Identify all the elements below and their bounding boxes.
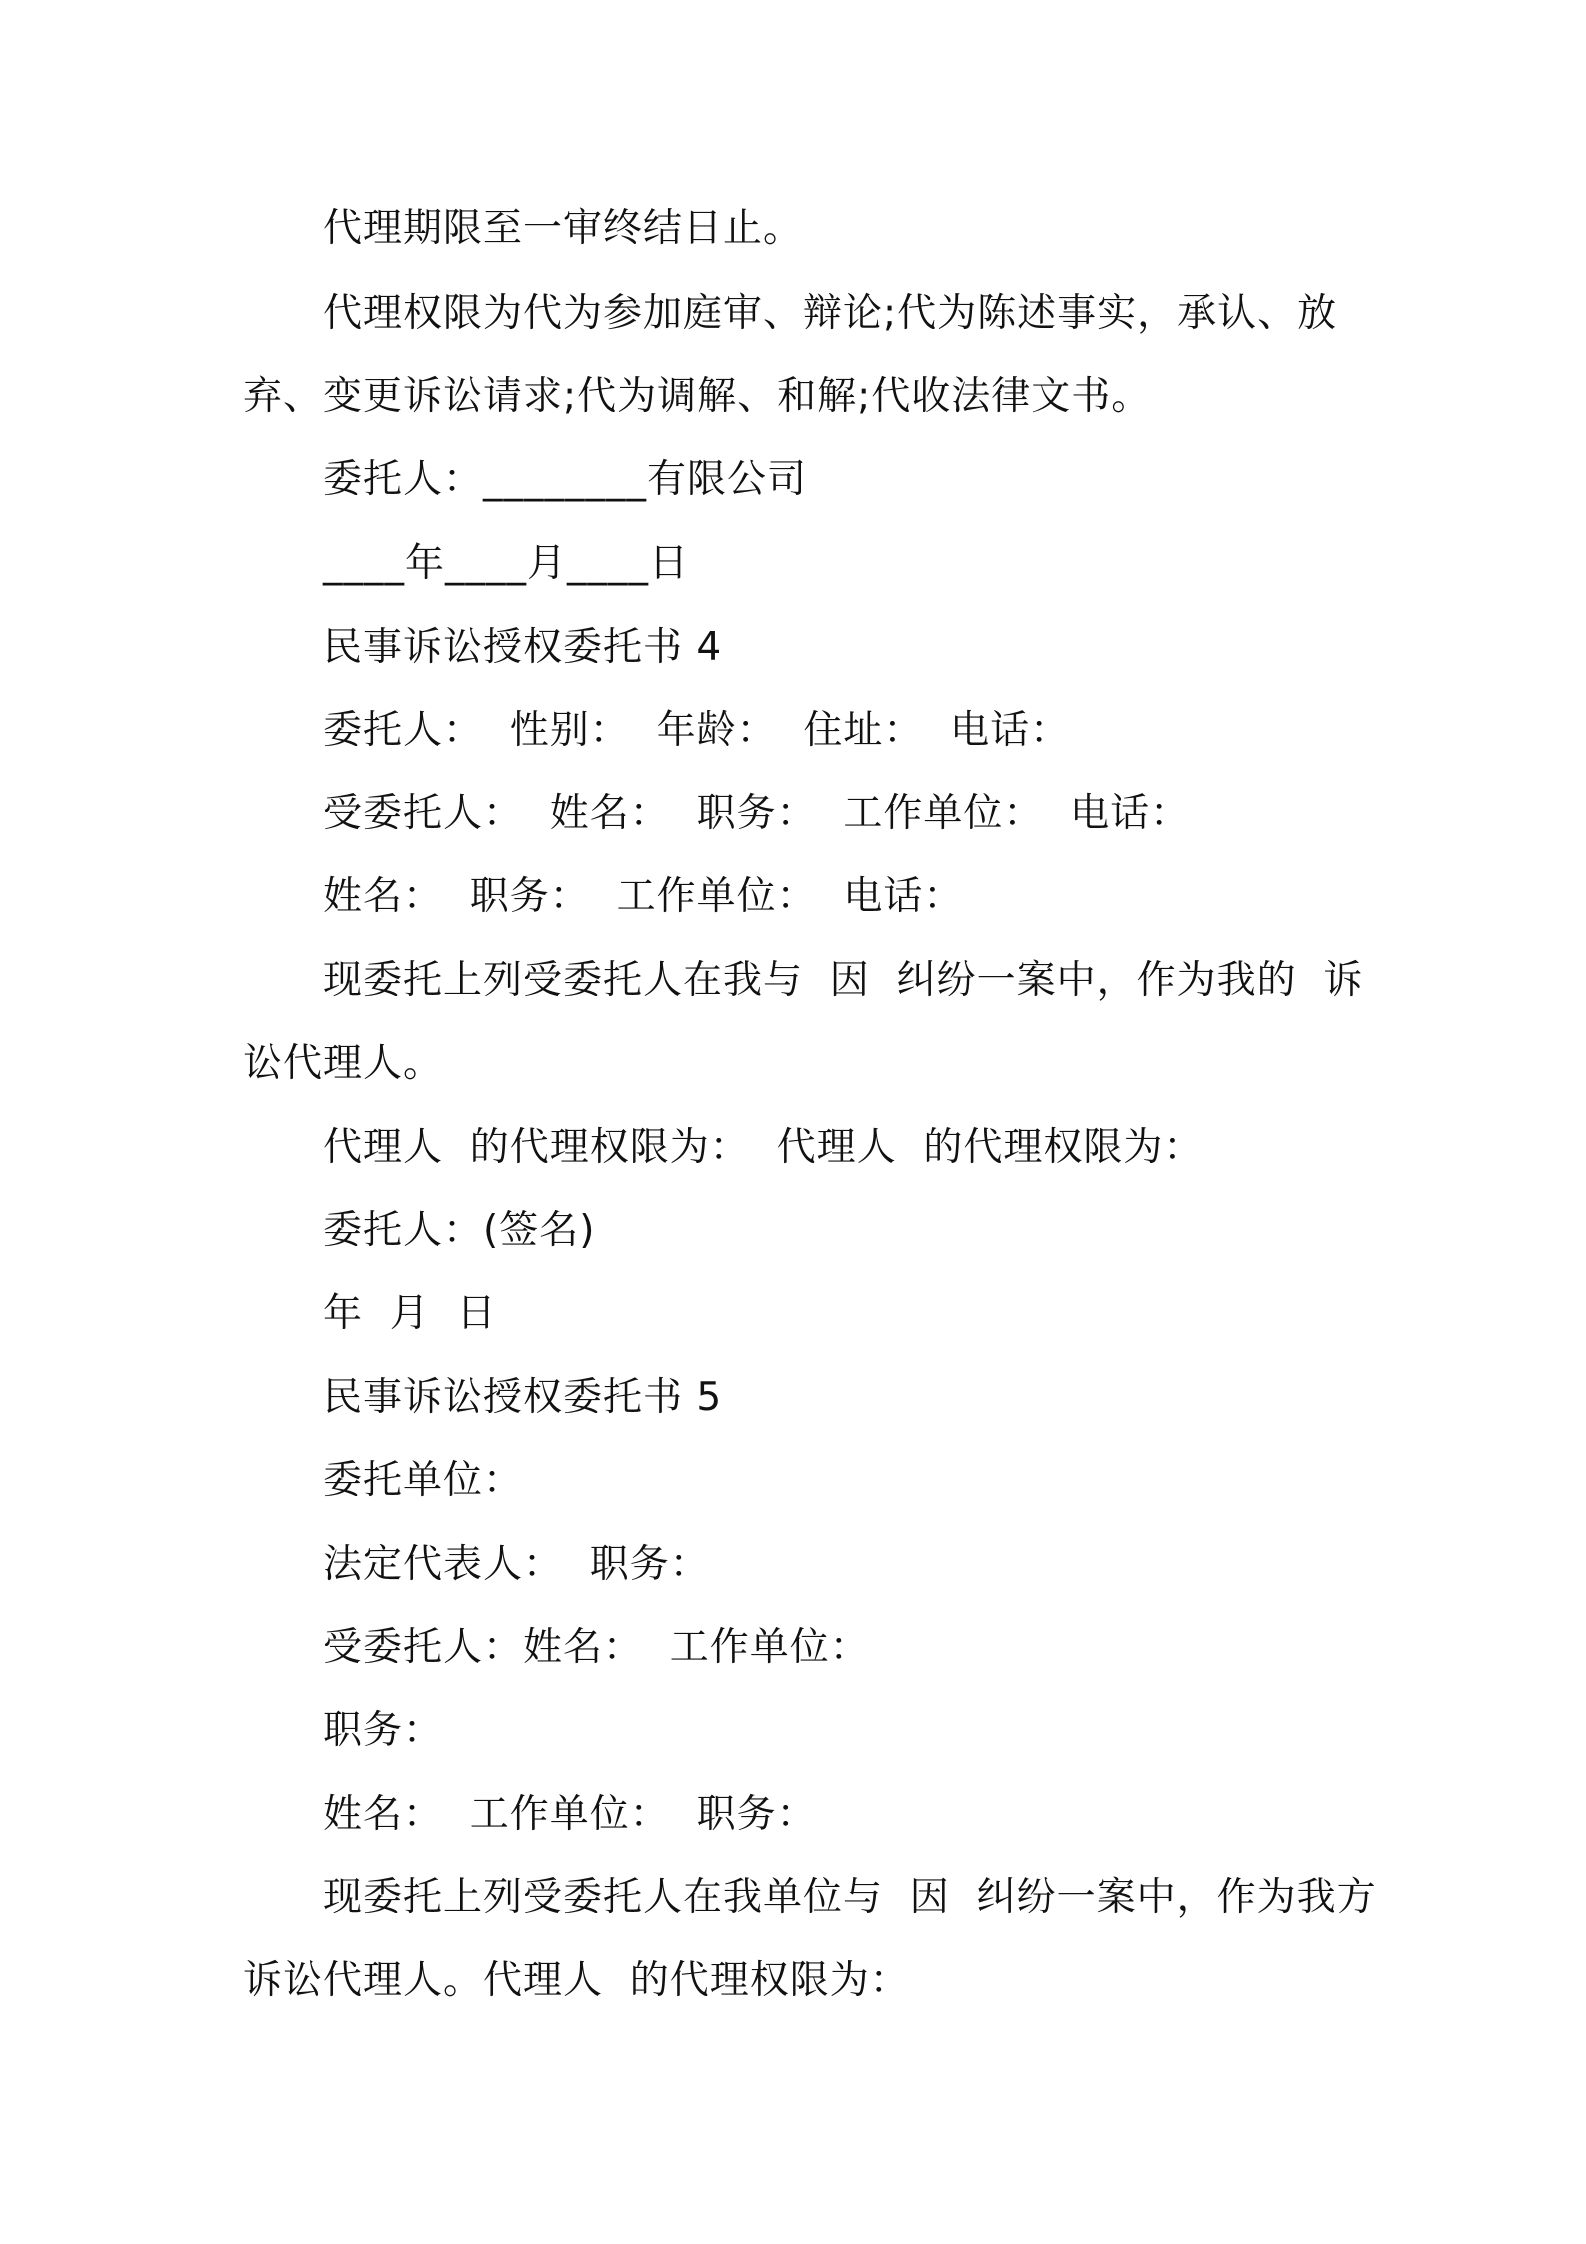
second-trustee-line: 姓名： 工作单位： 职务：	[323, 1792, 817, 1837]
entrustment-statement: 现委托上列受委托人在我与 因 纠纷一案中，作为我的 诉	[323, 958, 1364, 1003]
authority-clause: 代理权限为代为参加庭审、辩论;代为陈述事实，承认、放	[323, 291, 1338, 336]
trustee-name-unit-line: 受委托人：姓名： 工作单位：	[323, 1625, 870, 1670]
section-title-4: 民事诉讼授权委托书 4	[323, 625, 723, 670]
second-agent-info-line: 姓名： 职务： 工作单位： 电话：	[323, 874, 964, 919]
date-blank-line: ____年____月____日	[323, 541, 690, 586]
entrustment-statement-continued: 讼代理人。	[243, 1041, 444, 1086]
principal-company-line: 委托人：________有限公司	[323, 457, 808, 502]
date-line: 年 月 日	[323, 1291, 497, 1336]
entrusting-unit-line: 委托单位：	[323, 1458, 524, 1503]
unit-entrustment-statement-continued: 诉讼代理人。代理人 的代理权限为：	[243, 1958, 910, 2003]
agent-authority-line: 代理人 的代理权限为： 代理人 的代理权限为：	[323, 1125, 1204, 1170]
principal-info-line: 委托人： 性别： 年龄： 住址： 电话：	[323, 708, 1071, 753]
term-clause: 代理期限至一审终结日止。	[323, 206, 804, 251]
section-title-5: 民事诉讼授权委托书 5	[323, 1375, 723, 1420]
unit-entrustment-statement: 现委托上列受委托人在我单位与 因 纠纷一案中，作为我方	[323, 1875, 1377, 1920]
authority-clause-continued: 弃、变更诉讼请求;代为调解、和解;代收法律文书。	[243, 374, 1152, 419]
agent-info-line: 受委托人： 姓名： 职务： 工作单位： 电话：	[323, 791, 1191, 836]
principal-signature-line: 委托人：(签名)	[323, 1208, 596, 1253]
trustee-position-line: 职务：	[323, 1708, 444, 1753]
legal-representative-line: 法定代表人： 职务：	[323, 1542, 710, 1587]
